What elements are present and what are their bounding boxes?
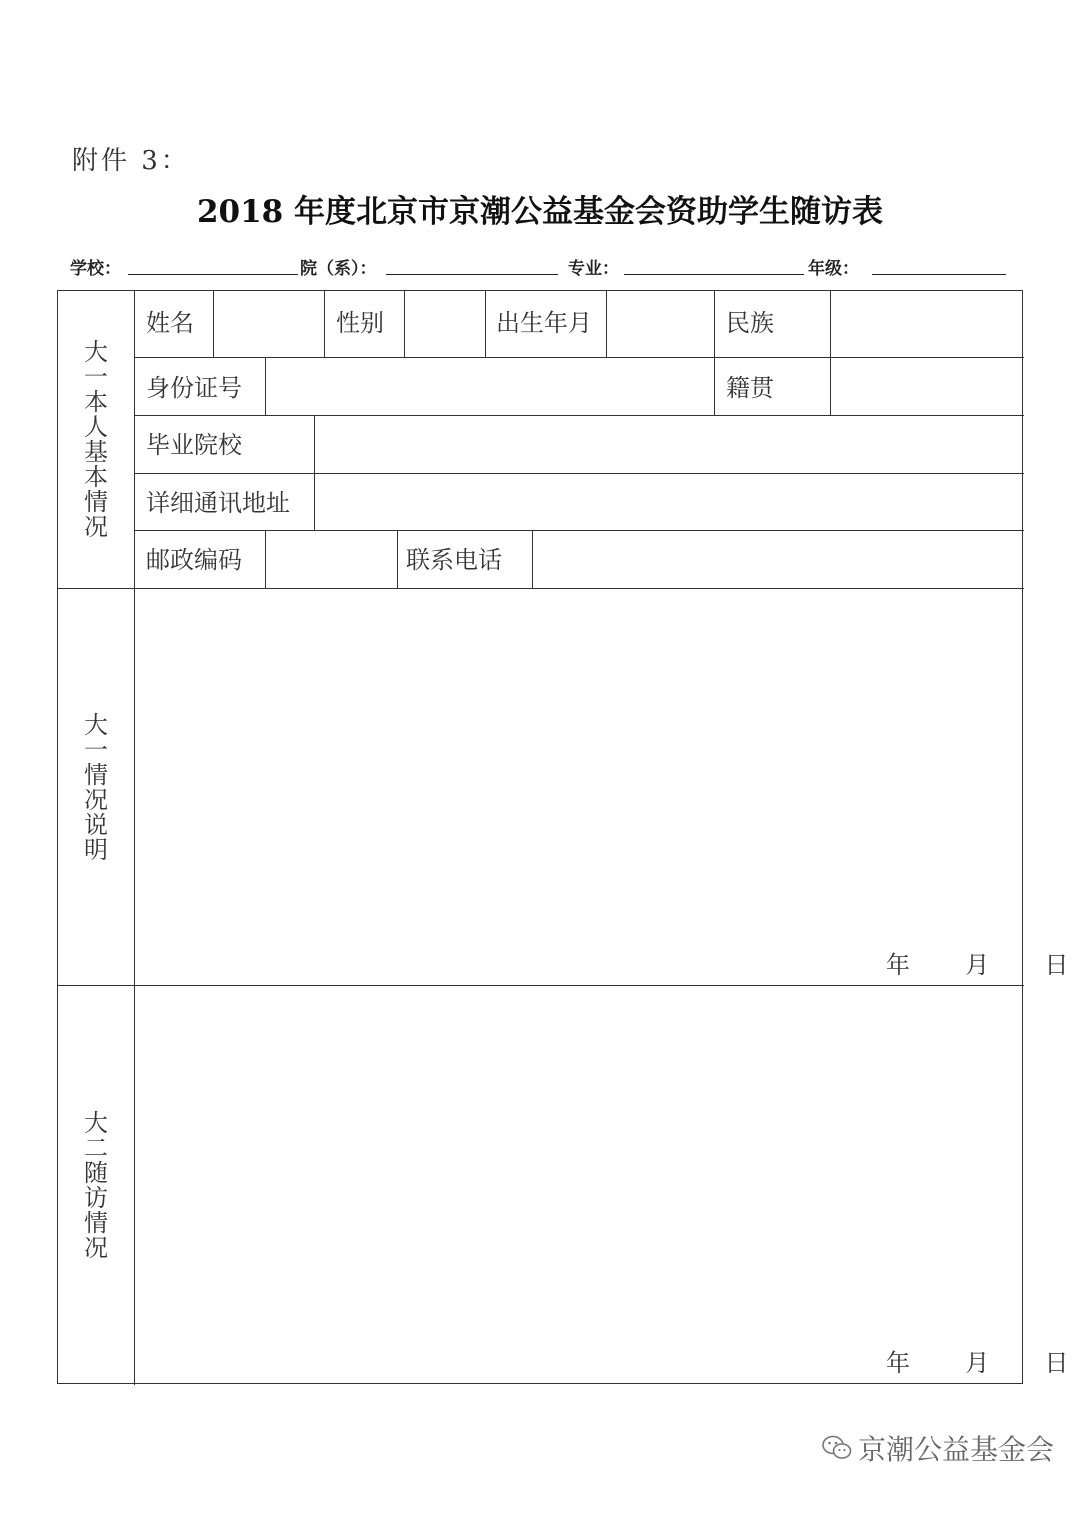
section2-date: 年 月 日 bbox=[886, 951, 1069, 979]
phone-value[interactable] bbox=[532, 530, 1024, 588]
ethnicity-label: 民族 bbox=[726, 309, 774, 337]
native-place-value[interactable] bbox=[830, 357, 1024, 415]
name-label: 姓名 bbox=[146, 309, 194, 337]
watermark bbox=[822, 1428, 1054, 1468]
id-number-value[interactable] bbox=[265, 357, 714, 415]
grade-label: 年级： bbox=[808, 259, 859, 279]
school-label: 学校： bbox=[70, 259, 121, 279]
address-value[interactable] bbox=[314, 473, 1024, 530]
postal-code-value[interactable] bbox=[265, 530, 397, 588]
id-number-label: 身份证号 bbox=[146, 374, 242, 402]
graduated-school-value[interactable] bbox=[314, 415, 1024, 473]
native-place-label: 籍贯 bbox=[726, 374, 774, 402]
section1-label: 大 一 本 人 基 本 情 况 bbox=[84, 338, 108, 541]
wechat-icon bbox=[822, 1435, 852, 1461]
ethnicity-value[interactable] bbox=[830, 291, 1024, 357]
postal-code-label: 邮政编码 bbox=[146, 546, 242, 574]
department-label: 院（系）： bbox=[300, 259, 377, 279]
birth-label: 出生年月 bbox=[496, 309, 592, 337]
gender-value[interactable] bbox=[404, 291, 485, 357]
department-underline[interactable] bbox=[386, 274, 558, 275]
grade-underline[interactable] bbox=[872, 274, 1006, 275]
section2-content-area[interactable] bbox=[134, 588, 1024, 985]
major-underline[interactable] bbox=[624, 274, 804, 275]
section3-date: 年 月 日 bbox=[886, 1349, 1069, 1377]
section3-label: 大 二 随 访 情 况 bbox=[84, 1109, 108, 1262]
gender-label: 性别 bbox=[336, 309, 384, 337]
birth-value[interactable] bbox=[606, 291, 714, 357]
address-label: 详细通讯地址 bbox=[146, 489, 290, 517]
section3-content-area[interactable] bbox=[134, 985, 1024, 1385]
graduated-school-label: 毕业院校 bbox=[146, 431, 242, 459]
major-label: 专业： bbox=[568, 259, 619, 279]
attachment-label: 附件 3： bbox=[72, 146, 190, 176]
school-underline[interactable] bbox=[128, 274, 298, 275]
section2-label: 大 一 情 况 说 明 bbox=[84, 711, 108, 864]
name-value[interactable] bbox=[213, 291, 324, 357]
visit-form-table bbox=[57, 290, 1069, 1384]
phone-label: 联系电话 bbox=[406, 546, 502, 574]
form-title: 2018 年度北京市京潮公益基金会资助学生随访表 bbox=[196, 194, 884, 230]
watermark-text: 京潮公益基金会 bbox=[858, 1433, 1055, 1466]
